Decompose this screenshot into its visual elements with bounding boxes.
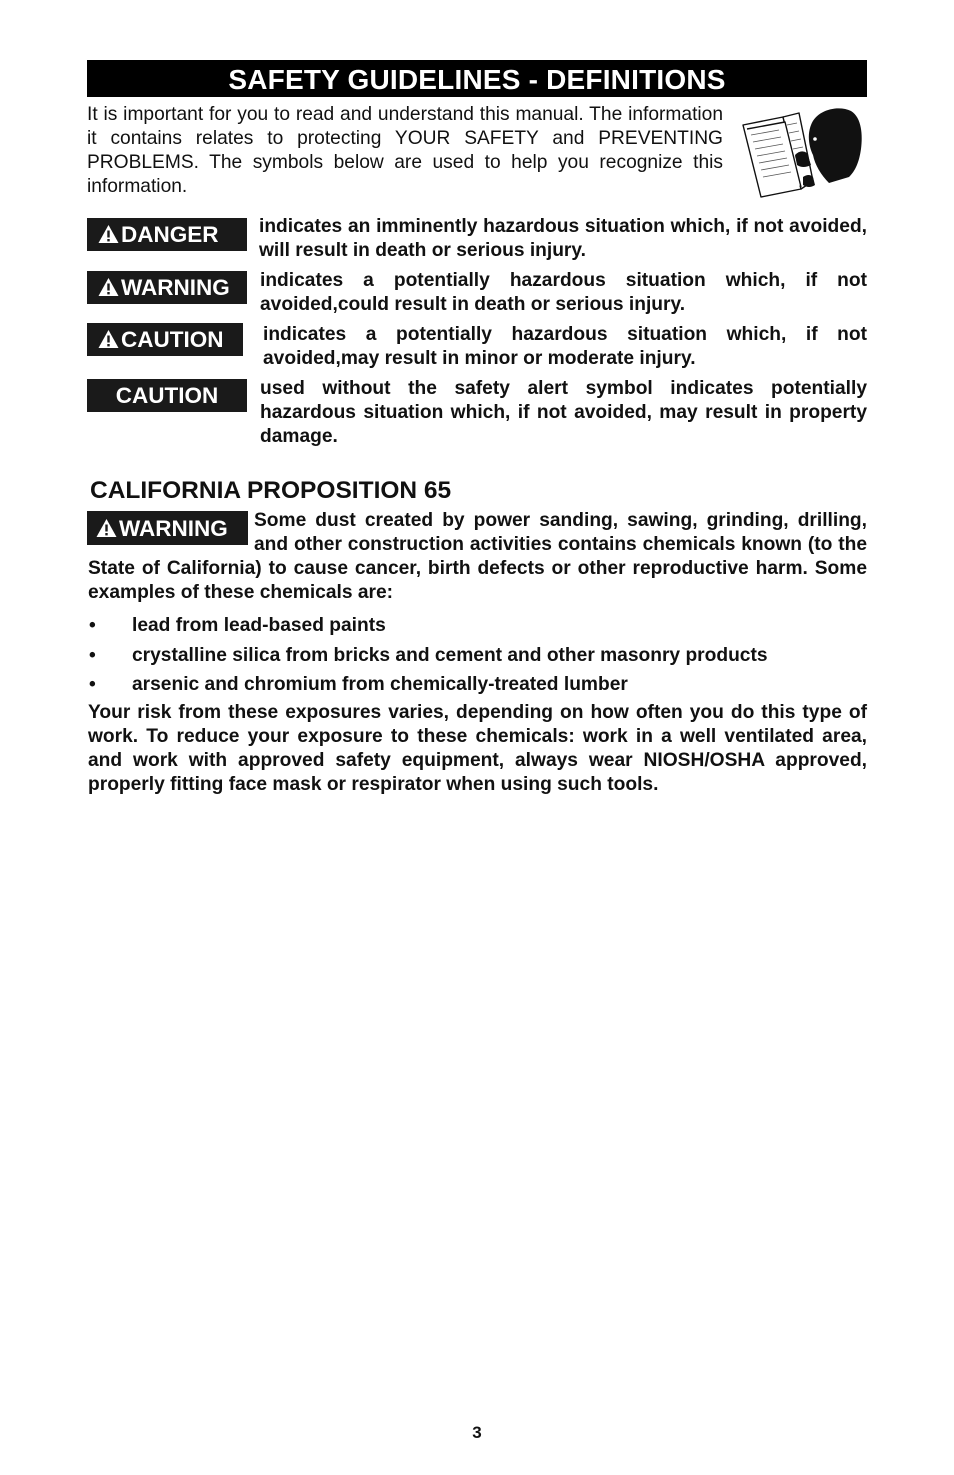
definition-text: indicates a potentially hazardous situation which, if not avoided,could result in death or serious injury. [260,270,867,315]
badge-label: DANGER [121,222,219,247]
intro-section [87,103,867,215]
danger-badge [87,218,247,251]
risk-paragraph: Your risk from these exposures varies, depending on how often you do this type of work. To reduce your exposure to these chemicals: work in a well ventilated area, and work with approved safety equipment, always wear NIOSH/OSHA approved, properly fitting face mask or respirator when using such tools. [88,701,867,795]
chemical-examples-list [87,611,867,700]
badge-label: WARNING [119,516,228,541]
california-warning-badge [87,511,248,545]
intro-text: It is important for you to read and understand this manual. The information it contains relates to protecting YOUR SAFETY and PREVENTING PROBLEMS. The symbols below are used to help you recognize this information. [87,104,723,197]
warning-badge [87,271,247,304]
list-item-text: arsenic and chromium from chemically-treated lumber [132,674,628,695]
person-reading-manual-icon [739,105,863,201]
badge-label: CAUTION [121,327,224,352]
california-warning [87,509,867,605]
definition-text: used without the safety alert symbol indicates potentially hazardous situation which, if not avoided, may result in property damage. [260,378,867,447]
list-item [88,611,867,641]
definition-warning [87,269,867,317]
safety-alert-triangle-icon [98,224,119,244]
bullet: • [89,615,96,636]
list-item-text: lead from lead-based paints [132,615,386,636]
definition-caution-alert [87,323,867,371]
california-section [87,477,867,797]
list-item [88,670,867,700]
california-warning-text: Some dust created by power sanding, sawing, grinding, drilling, and other construction activities contains chemicals known (to the State of California) to cause cancer, birth defects or other reproductive harm. Some examples of these chemicals are: [88,510,867,603]
definition-text: indicates a potentially hazardous situation which, if not avoided,may result in minor or moderate injury. [263,324,867,369]
section-title: SAFETY GUIDELINES - DEFINITIONS [87,60,867,97]
bullet: • [89,644,96,666]
list-item-text: crystalline silica from bricks and cement and other masonry products [132,644,768,666]
safety-alert-triangle-icon [98,329,119,349]
safety-alert-triangle-icon [96,518,117,538]
caution-alert-badge [87,323,243,356]
definition-danger [87,215,867,263]
bullet: • [89,674,96,695]
manual-page [87,60,867,797]
page-number: 3 [472,1423,482,1442]
definition-text: indicates an imminently hazardous situation which, if not avoided, will result in death or serious injury. [259,216,867,261]
definition-caution-property [87,377,867,449]
badge-label: WARNING [121,275,230,300]
safety-alert-triangle-icon [98,277,119,297]
badge-label: CAUTION [115,383,219,408]
list-item [88,641,867,671]
california-heading: CALIFORNIA PROPOSITION 65 [90,477,452,504]
caution-badge [87,379,247,412]
